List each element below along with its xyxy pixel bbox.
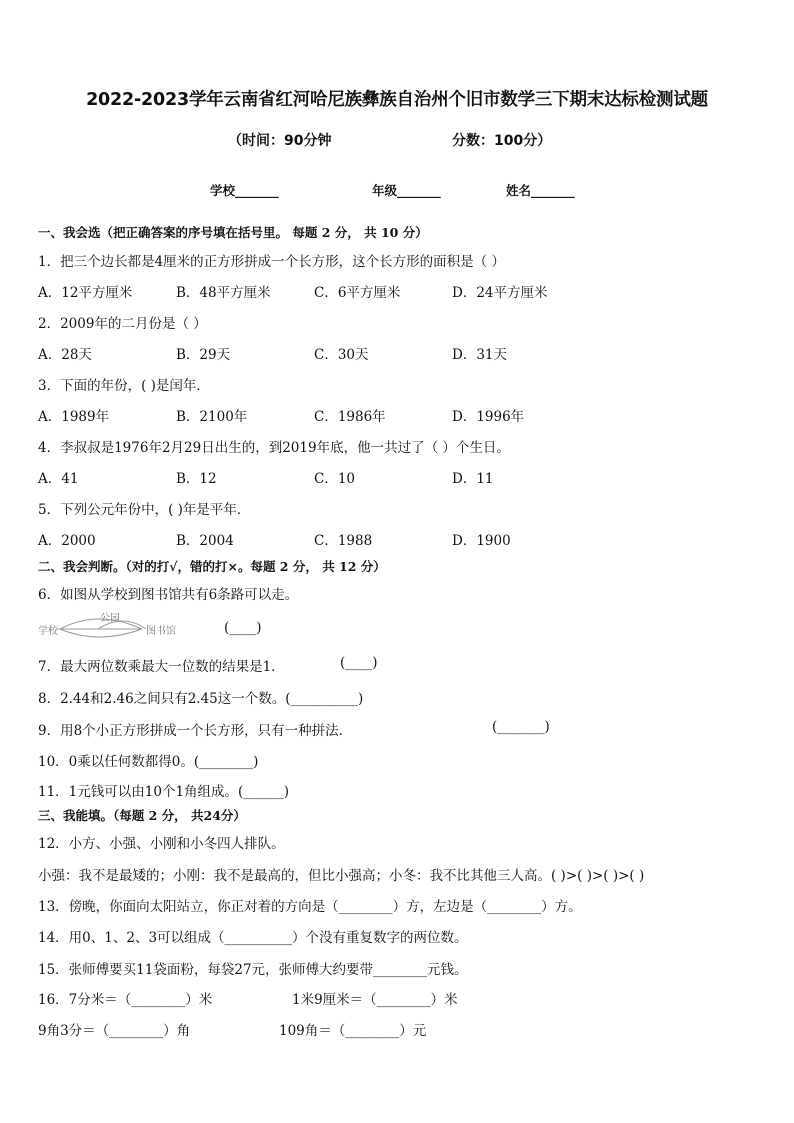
question-11: 11．1元钱可以由10个1角组成。(______) [38, 784, 290, 800]
q4-option-d: D．11 [452, 471, 494, 487]
q5-option-c: C．1988 [314, 533, 373, 549]
q4-option-a: A．41 [38, 471, 79, 487]
question-2: 2．2009年的二月份是（ ） [38, 316, 207, 332]
question-13: 13．傍晚，你面向太阳站立，你正对着的方向是（________）方，左边是（________）方。 [38, 899, 582, 915]
q7-answer-blank: (____) [340, 655, 378, 671]
question-3: 3．下面的年份，( )是闰年． [38, 378, 210, 394]
exam-time: （时间：90分钟 [228, 133, 332, 149]
section-2-heading: 二、我会判断。（对的打√，错的打×。每题 2 分， 共 12 分） [38, 559, 386, 574]
exam-score: 分数：100分） [452, 133, 552, 149]
question-1: 1．把三个边长都是4厘米的正方形拼成一个长方形，这个长方形的面积是（ ） [38, 254, 505, 270]
question-15: 15．张师傅要买11袋面粉，每袋27元，张师傅大约要带________元钱。 [38, 962, 468, 978]
q5-option-b: B．2004 [176, 533, 234, 549]
q1-option-a: A．12平方厘米 [38, 285, 133, 301]
page-title: 2022-2023学年云南省红河哈尼族彝族自治州个旧市数学三下期末达标检测试题 [86, 90, 708, 110]
q1-option-d: D．24平方厘米 [452, 285, 548, 301]
diagram-label-school: 学校 [38, 626, 58, 637]
grade-field: 年级_______ [372, 183, 441, 198]
question-16a: 16．7分米＝（________）米 [38, 992, 213, 1008]
q4-option-c: C．10 [314, 471, 356, 487]
question-12-statements: 小强：我不是最矮的；小刚：我不是最高的，但比小强高；小冬：我不比其他三人高。( )>( )>( )>( ) [38, 868, 645, 884]
question-5: 5．下列公元年份中，( )年是平年． [38, 502, 251, 518]
q4-option-b: B．12 [176, 471, 217, 487]
q2-option-b: B．29天 [176, 347, 231, 363]
q9-answer-blank: (_______) [492, 719, 550, 735]
diagram-label-park: 公园 [100, 613, 120, 624]
diagram-label-library: 图书馆 [146, 626, 176, 637]
question-16d: 109角＝（________）元 [279, 1023, 427, 1039]
q6-answer-blank: (____) [224, 620, 262, 636]
question-16c: 9角3分＝（________）角 [38, 1023, 191, 1039]
question-7: 7．最大两位数乘最大一位数的结果是1． [38, 659, 285, 675]
question-10: 10．0乘以任何数都得0。(________) [38, 754, 259, 770]
question-12: 12．小方、小强、小刚和小冬四人排队。 [38, 836, 285, 852]
section-1-heading: 一、我会选（把正确答案的序号填在括号里。 每题 2 分， 共 10 分） [38, 225, 428, 240]
q5-option-a: A．2000 [38, 533, 96, 549]
q3-option-c: C．1986年 [314, 409, 386, 425]
school-field: 学校_______ [210, 183, 279, 198]
route-diagram [38, 611, 188, 643]
q2-option-a: A．28天 [38, 347, 92, 363]
q5-option-d: D．1900 [452, 533, 511, 549]
q2-option-c: C．30天 [314, 347, 369, 363]
question-8: 8．2.44和2.46之间只有2.45这一个数。(__________) [38, 691, 364, 707]
question-14: 14．用0、1、2、3可以组成（__________）个没有重复数字的两位数。 [38, 930, 468, 946]
q3-option-b: B．2100年 [176, 409, 248, 425]
q3-option-a: A．1989年 [38, 409, 110, 425]
question-4: 4．李叔叔是1976年2月29日出生的，到2019年底，他一共过了（ ）个生日。 [38, 440, 510, 456]
section-3-heading: 三、我能填。（每题 2 分， 共24分） [38, 808, 246, 823]
q3-option-d: D．1996年 [452, 409, 525, 425]
question-9: 9．用8个小正方形拼成一个长方形，只有一种拼法． [38, 723, 353, 739]
name-field: 姓名_______ [506, 183, 575, 198]
q2-option-d: D．31天 [452, 347, 508, 363]
question-16b: 1米9厘米＝（________）米 [292, 992, 458, 1008]
q1-option-c: C．6平方厘米 [314, 285, 401, 301]
q1-option-b: B．48平方厘米 [176, 285, 271, 301]
question-6: 6．如图从学校到图书馆共有6条路可以走。 [38, 587, 299, 603]
